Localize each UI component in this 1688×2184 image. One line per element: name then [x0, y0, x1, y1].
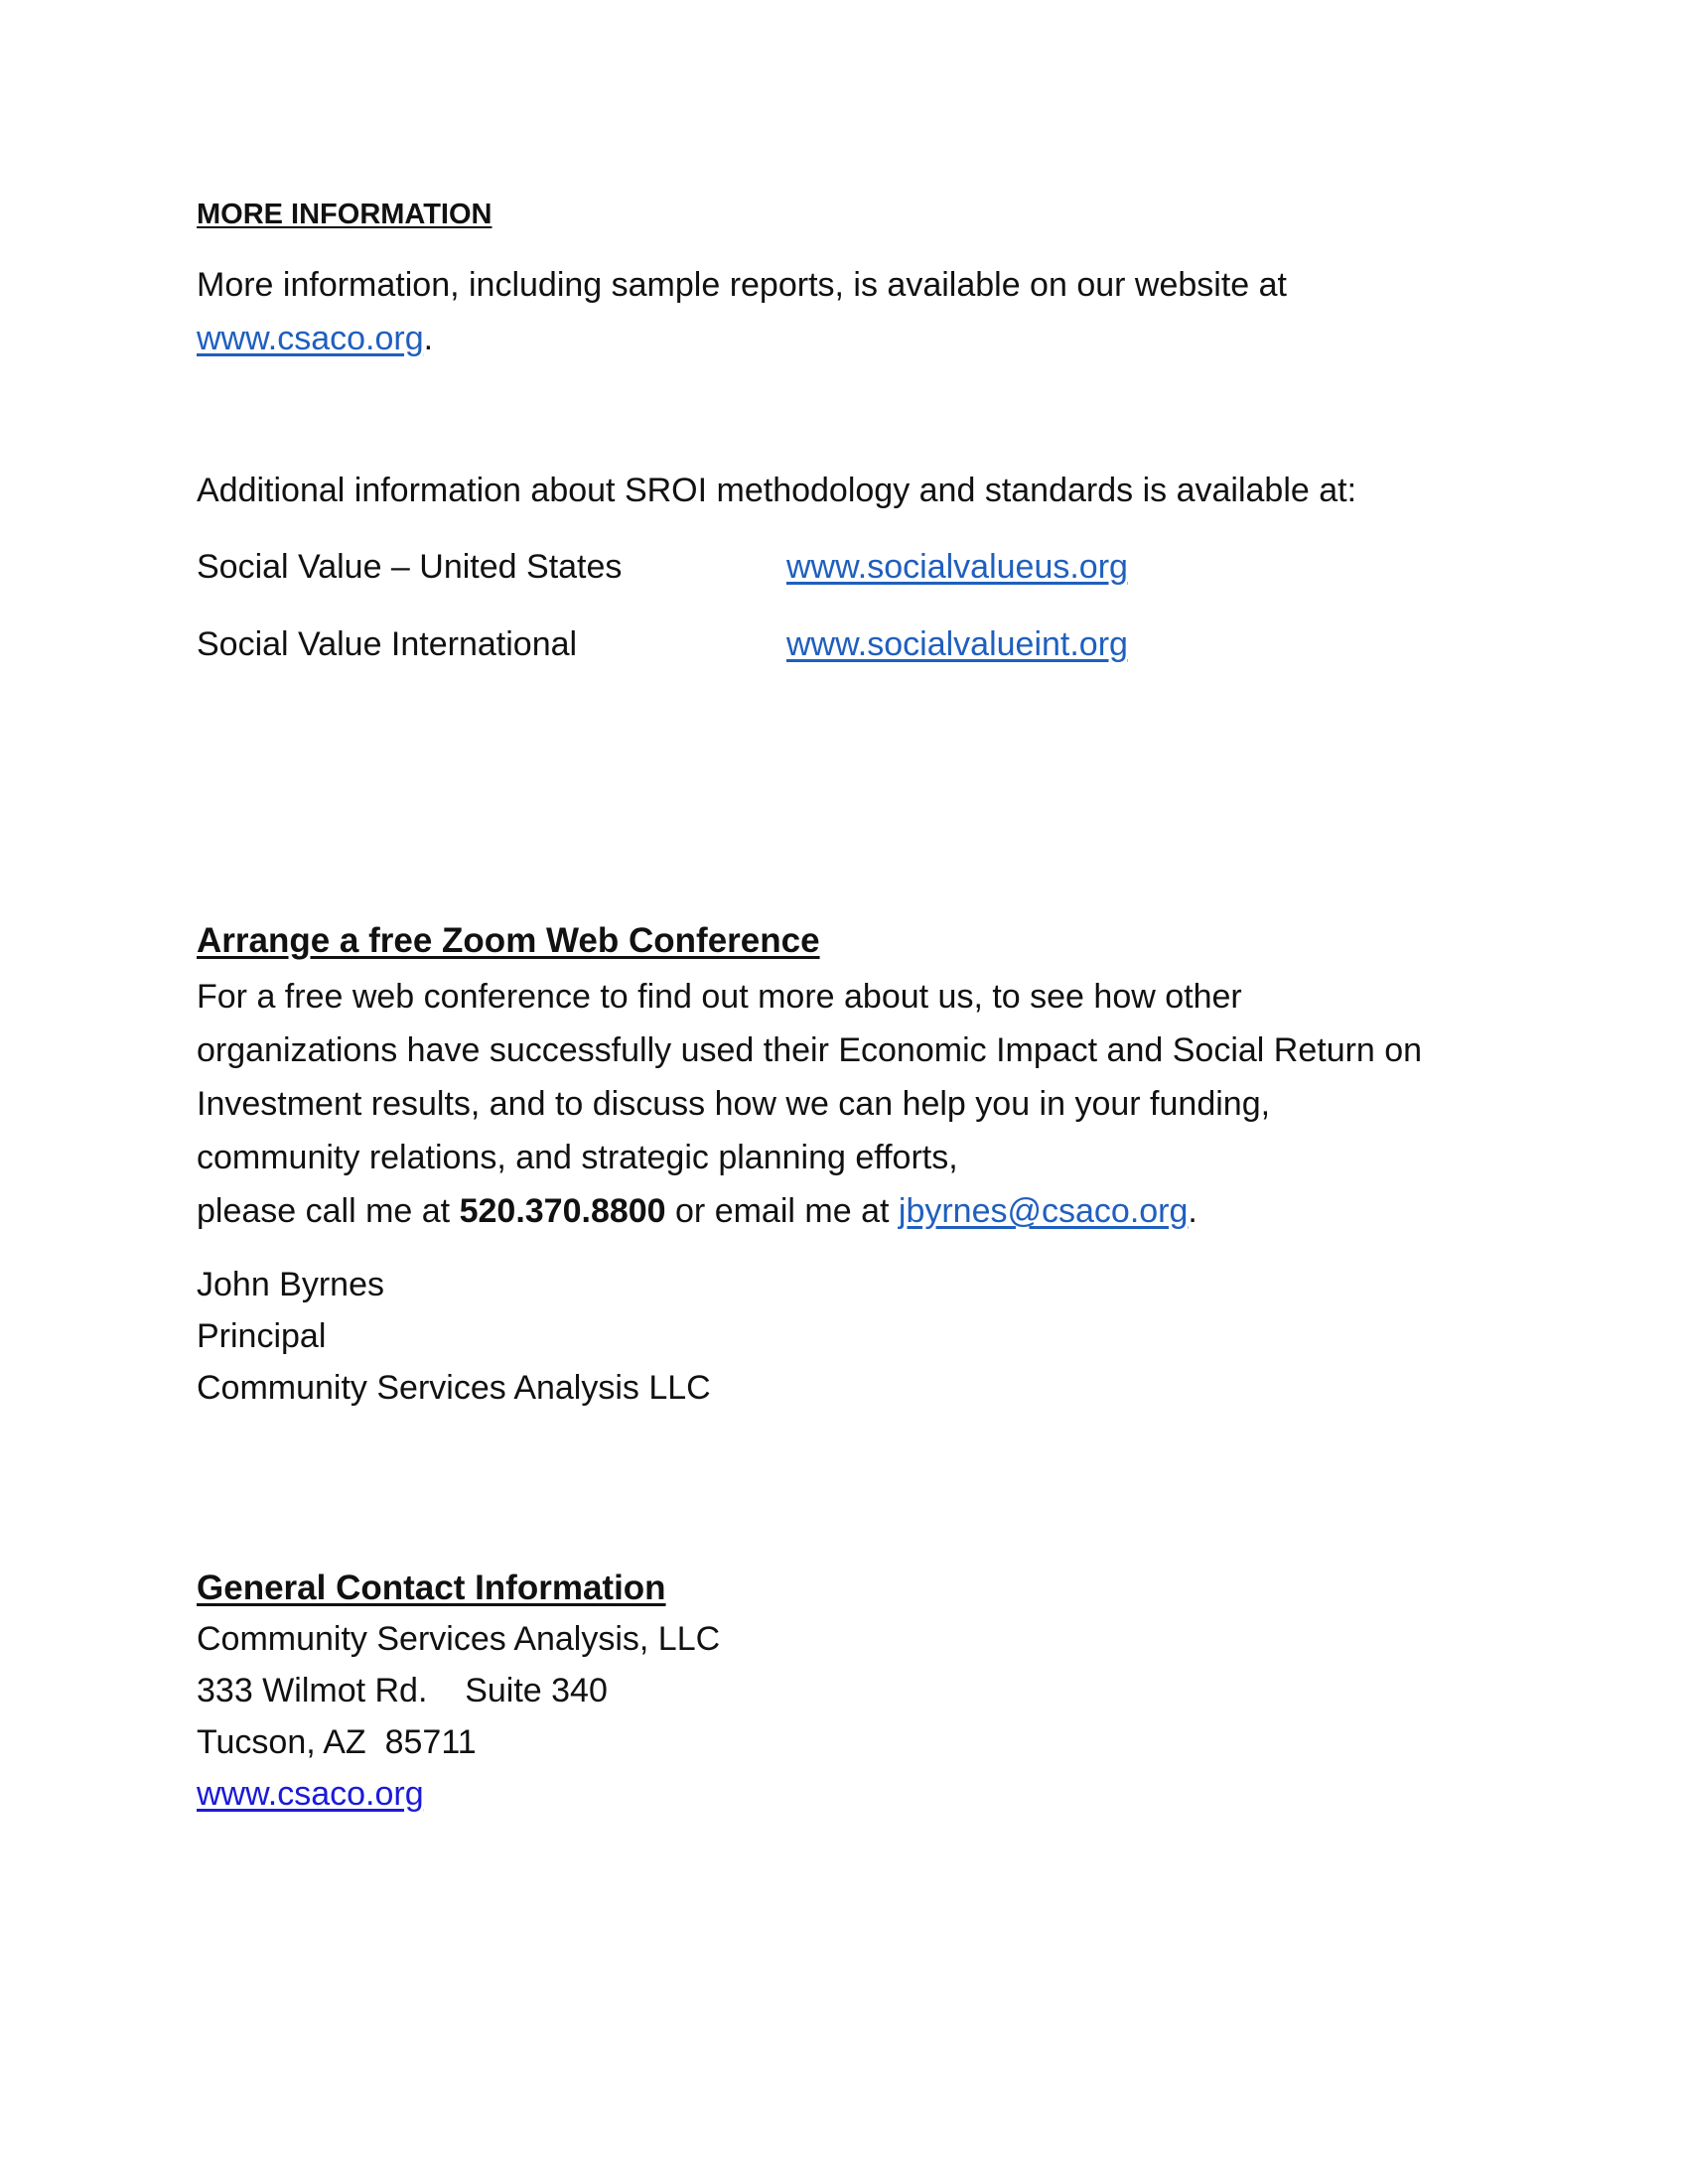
- contact-website-link[interactable]: www.csaco.org: [197, 1775, 424, 1813]
- call-prefix: please call me at: [197, 1192, 460, 1230]
- contact-block: [197, 1613, 720, 1820]
- contact-address-street: 333 Wilmot Rd. Suite 340: [197, 1672, 608, 1709]
- contact-company: Community Services Analysis, LLC: [197, 1620, 721, 1658]
- more-info-link-line: [197, 312, 1507, 365]
- email-prefix: or email me at: [665, 1192, 899, 1230]
- contact-address-city: Tucson, AZ 85711: [197, 1723, 477, 1761]
- signature-block: [197, 1259, 711, 1414]
- resource-link-us[interactable]: www.socialvalueus.org: [786, 548, 1128, 586]
- zoom-contact-line: [197, 1184, 1507, 1238]
- zoom-line: organizations have successfully used their Economic Impact and Social Return on: [197, 1031, 1423, 1069]
- email-link[interactable]: jbyrnes@csaco.org: [898, 1192, 1189, 1230]
- contact-heading: General Contact Information: [197, 1569, 666, 1607]
- more-info-line: More information, including sample reports, is available on our website at: [197, 266, 1287, 304]
- zoom-heading: Arrange a free Zoom Web Conference: [197, 921, 820, 960]
- zoom-paragraph: [197, 970, 1507, 1238]
- resource-label-us: Social Value – United States: [197, 548, 623, 586]
- phone-number: 520.370.8800: [459, 1192, 666, 1230]
- signature-company: Community Services Analysis LLC: [197, 1369, 711, 1407]
- additional-info-text: Additional information about SROI methodology and standards is available at:: [197, 472, 1357, 509]
- signature-name: John Byrnes: [197, 1266, 384, 1303]
- csaco-website-link[interactable]: www.csaco.org: [197, 320, 424, 357]
- zoom-line: Investment results, and to discuss how we can help you in your funding,: [197, 1085, 1271, 1123]
- more-info-link-suffix: .: [423, 320, 434, 357]
- email-suffix: .: [1188, 1192, 1197, 1230]
- contact-website-line: [197, 1768, 720, 1820]
- signature-title: Principal: [197, 1317, 327, 1355]
- more-info-paragraph: [197, 258, 1507, 365]
- zoom-line: community relations, and strategic planning efforts,: [197, 1139, 958, 1176]
- resource-label-international: Social Value International: [197, 625, 578, 663]
- zoom-line: For a free web conference to find out more about us, to see how other: [197, 978, 1242, 1016]
- more-info-heading: MORE INFORMATION: [197, 199, 492, 230]
- resource-link-international[interactable]: www.socialvalueint.org: [786, 625, 1128, 663]
